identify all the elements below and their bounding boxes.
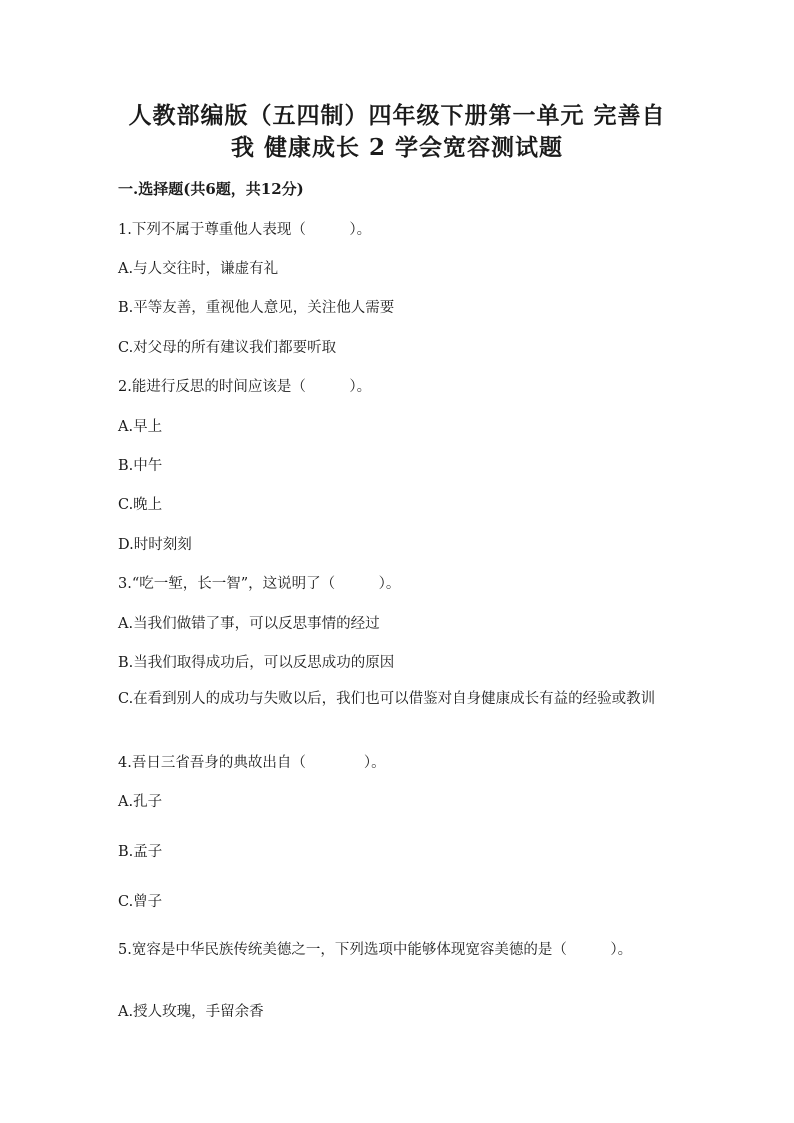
q3-option-a: A.当我们做错了事，可以反思事情的经过 (118, 616, 380, 632)
q2-option-b: B.中午 (118, 458, 163, 474)
q1-option-b: B.平等友善，重视他人意见，关注他人需要 (118, 300, 395, 316)
title-line-1: 人教部编版（五四制）四年级下册第一单元 完善自 (128, 102, 666, 129)
question-1: 1.下列不属于尊重他人表现（ ）。 (118, 222, 372, 238)
q3-option-c: C.在看到别人的成功与失败以后，我们也可以借鉴对自身健康成长有益的经验或教训 (118, 691, 656, 707)
question-3: 3.“吃一堑，长一智”，这说明了（ ）。 (118, 576, 401, 592)
q1-option-a: A.与人交往时，谦虚有礼 (118, 261, 279, 277)
question-2: 2.能进行反思的时间应该是（ ）。 (118, 379, 372, 395)
q5-option-a: A.授人玫瑰，手留余香 (118, 1004, 264, 1020)
title-line-2: 我 健康成长 2 学会宽容测试题 (230, 134, 564, 161)
q2-option-a: A.早上 (118, 419, 163, 435)
q4-option-c: C.曾子 (118, 894, 163, 910)
question-4: 4.吾日三省吾身的典故出自（ ）。 (118, 755, 386, 771)
q3-option-b: B.当我们取得成功后，可以反思成功的原因 (118, 655, 395, 671)
q4-option-b: B.孟子 (118, 844, 163, 860)
q4-option-a: A.孔子 (118, 794, 163, 810)
q2-option-c: C.晚上 (118, 497, 163, 513)
question-5: 5.宽容是中华民族传统美德之一，下列选项中能够体现宽容美德的是（ ）。 (118, 942, 633, 958)
q2-option-d: D.时时刻刻 (118, 537, 192, 553)
q1-option-c: C.对父母的所有建议我们都要听取 (118, 340, 337, 356)
section-heading: 一.选择题(共6题，共12分) (118, 180, 304, 198)
